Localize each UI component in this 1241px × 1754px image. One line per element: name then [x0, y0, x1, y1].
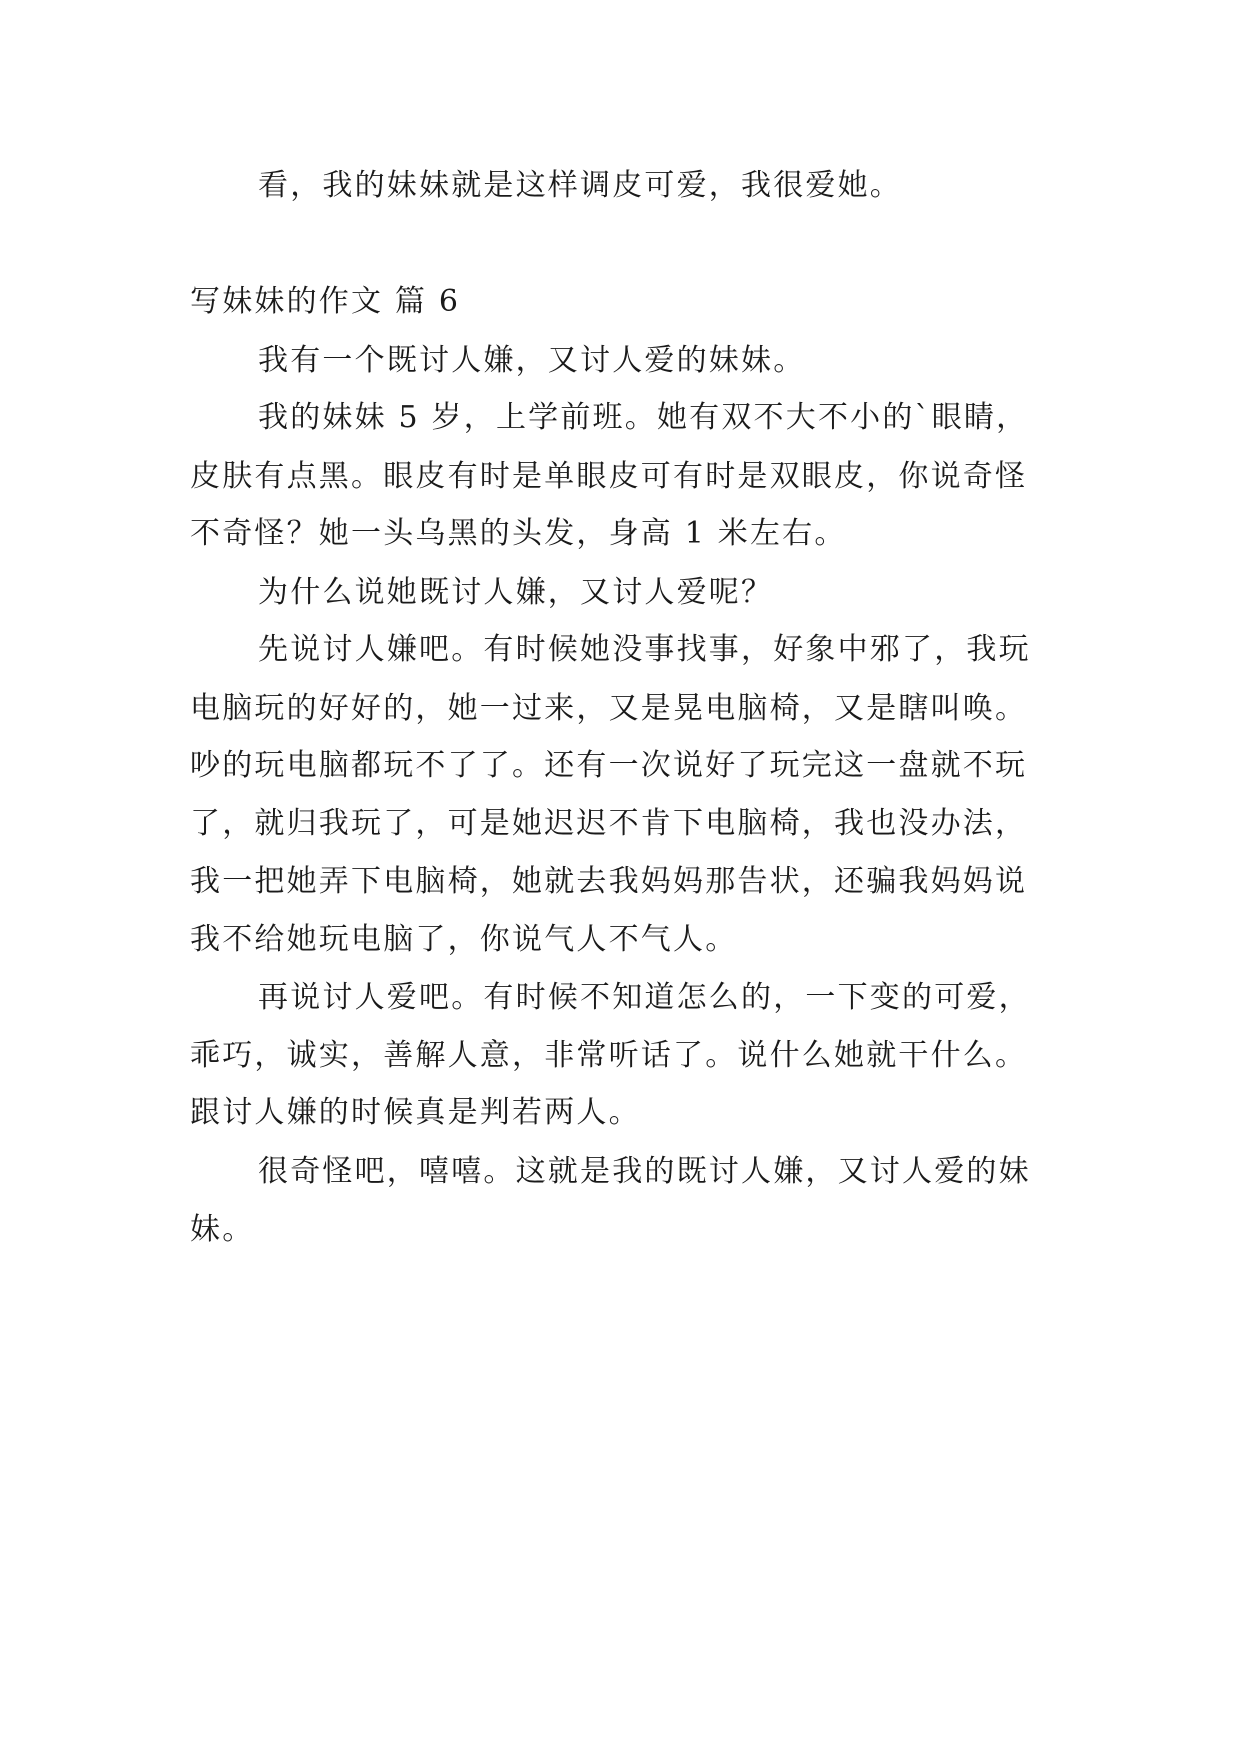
paragraph-line: 我一把她弄下电脑椅，她就去我妈妈那告状，还骗我妈妈说: [190, 864, 1028, 899]
paragraph-line: 我不给她玩电脑了，你说气人不气人。: [190, 922, 738, 957]
paragraph-line: 我有一个既讨人嫌，又讨人爱的妹妹。: [258, 343, 806, 378]
paragraph-line: 先说讨人嫌吧。有时候她没事找事，好象中邪了，我玩: [258, 632, 1031, 667]
paragraph-line: 为什么说她既讨人嫌，又讨人爱呢？: [258, 575, 774, 610]
paragraph-line: 电脑玩的好好的，她一过来，又是晃电脑椅，又是瞎叫唤。: [190, 691, 1028, 726]
paragraph-line: 妹。: [190, 1212, 255, 1247]
paragraph-line: 我的妹妹 5 岁，上学前班。她有双不大不小的`眼睛，: [258, 400, 1029, 435]
section-title: 写妹妹的作文 篇 6: [190, 284, 461, 319]
paragraph-line: 了，就归我玩了，可是她迟迟不肯下电脑椅，我也没办法，: [190, 806, 1028, 841]
paragraph-line: 乖巧，诚实，善解人意，非常听话了。说什么她就干什么。: [190, 1038, 1028, 1073]
paragraph-line: 不奇怪？她一头乌黑的头发，身高 1 米左右。: [190, 516, 847, 551]
previous-essay-closing-line: 看，我的妹妹就是这样调皮可爱，我很爱她。: [258, 168, 902, 203]
paragraph-line: 很奇怪吧，嘻嘻。这就是我的既讨人嫌，又讨人爱的妹: [258, 1154, 1031, 1189]
paragraph-line: 吵的玩电脑都玩不了了。还有一次说好了玩完这一盘就不玩: [190, 748, 1028, 783]
paragraph-line: 再说讨人爱吧。有时候不知道怎么的，一下变的可爱，: [258, 980, 1031, 1015]
paragraph-line: 皮肤有点黑。眼皮有时是单眼皮可有时是双眼皮，你说奇怪: [190, 459, 1028, 494]
paragraph-line: 跟讨人嫌的时候真是判若两人。: [190, 1095, 641, 1130]
